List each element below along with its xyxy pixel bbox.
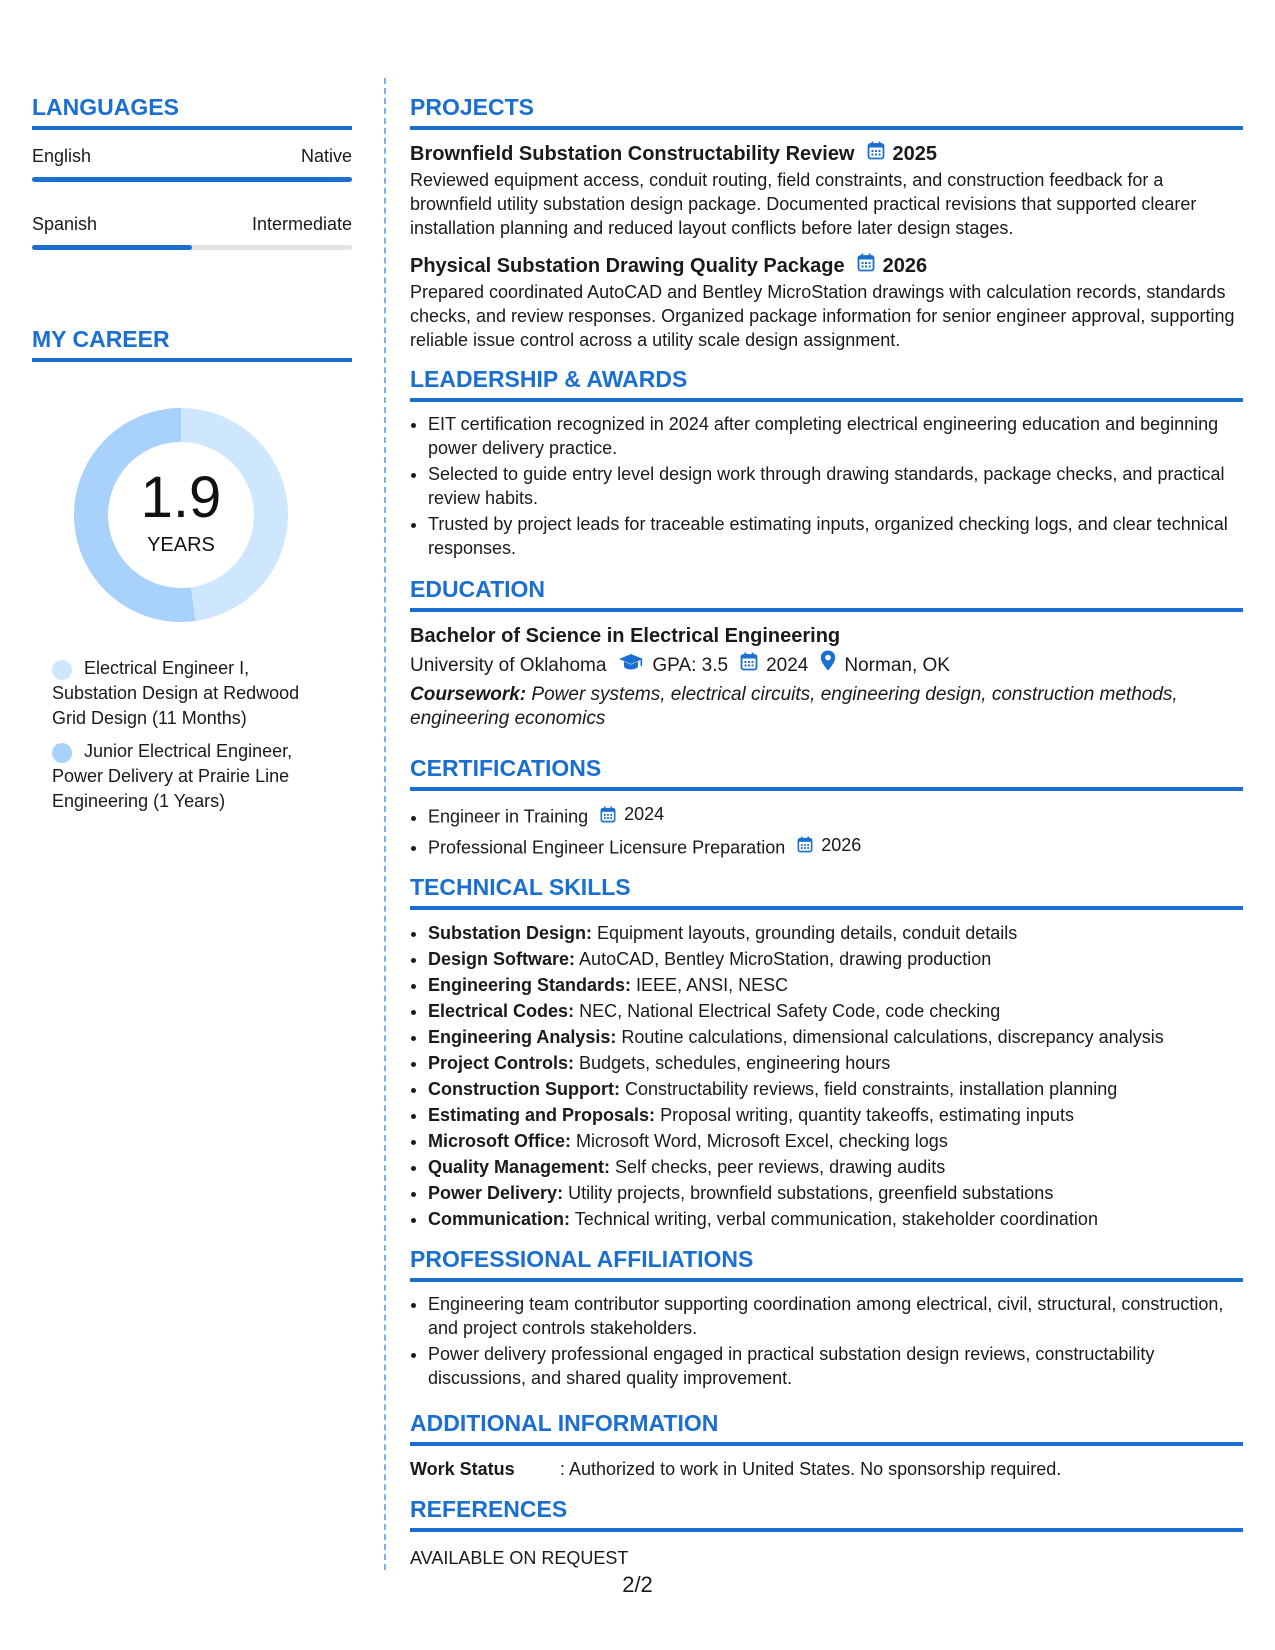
section-title-skills: TECHNICAL SKILLS	[410, 874, 631, 900]
projects-section	[410, 92, 1243, 352]
affiliation-item: • Power delivery professional engaged in practical substation design reviews, constructability discussions, and shared quality improvement.	[428, 1342, 1243, 1390]
skill-item	[428, 998, 1243, 1024]
skill-category: Quality Management:	[428, 1157, 611, 1177]
career-total-unit: YEARS	[147, 534, 215, 556]
skill-item	[428, 1206, 1243, 1232]
skills-section	[410, 872, 1243, 1232]
section-title-additional: ADDITIONAL INFORMATION	[410, 1410, 719, 1436]
skill-item	[428, 946, 1243, 972]
project-list	[410, 140, 1243, 352]
section-rule	[32, 358, 352, 362]
career-total-years: 1.9	[140, 465, 222, 530]
section-rule	[410, 1528, 1243, 1532]
certification-year: 2026	[821, 834, 862, 855]
map-pin-icon	[820, 650, 836, 681]
languages-section	[32, 92, 352, 250]
skill-item	[428, 1076, 1243, 1102]
skill-category: Microsoft Office:	[428, 1131, 572, 1151]
skill-category: Design Software:	[428, 949, 576, 969]
career-item-text: Electrical Engineer I, Substation Design at Redwood Grid Design (11 Months)	[52, 658, 300, 728]
page-number: 2/2	[622, 1572, 653, 1597]
skill-category: Project Controls:	[428, 1053, 575, 1073]
project-item	[410, 252, 1243, 352]
language-level: Intermediate	[251, 214, 352, 234]
skill-item	[428, 1050, 1243, 1076]
skill-item	[428, 920, 1243, 946]
left-column	[32, 92, 352, 814]
calendar-icon	[867, 140, 885, 168]
section-rule	[410, 906, 1243, 910]
section-rule	[410, 398, 1243, 402]
leadership-item: • EIT certification recognized in 2024 after completing electrical engineering education and beginning power delivery practice.	[428, 412, 1243, 460]
skill-values: NEC, National Electrical Safety Code, code checking	[579, 1001, 1001, 1021]
school-name: University of Oklahoma	[410, 654, 607, 676]
gpa: GPA: 3.5	[652, 654, 729, 676]
coursework-text: Power systems, electrical circuits, engineering design, construction methods, engineering economics	[410, 684, 1178, 729]
career-item	[52, 656, 332, 731]
career-list	[32, 656, 352, 814]
project-name: Physical Substation Drawing Quality Package	[410, 255, 845, 277]
skill-category: Communication:	[428, 1209, 570, 1229]
skill-values: Routine calculations, dimensional calculations, discrepancy analysis	[621, 1027, 1164, 1047]
education-section	[410, 574, 1243, 731]
education-details	[410, 650, 1243, 681]
language-level: Native	[300, 146, 352, 166]
leadership-item: • Trusted by project leads for traceable estimating inputs, organized checking logs, and clear technical responses.	[428, 512, 1243, 560]
project-name: Brownfield Substation Constructability Review	[410, 143, 855, 165]
skill-category: Substation Design:	[428, 923, 593, 943]
language-item	[32, 212, 352, 250]
skill-category: Engineering Analysis:	[428, 1027, 617, 1047]
skill-item	[428, 1128, 1243, 1154]
skill-values: Self checks, peer reviews, drawing audits	[615, 1157, 946, 1177]
skill-category: Power Delivery:	[428, 1183, 564, 1203]
right-column	[410, 92, 1243, 1570]
certification-year: 2024	[624, 804, 665, 824]
affiliations-section	[410, 1244, 1243, 1390]
skill-values: Utility projects, brownfield substations, greenfield substations	[568, 1183, 1054, 1203]
project-title-row	[410, 252, 1243, 280]
skill-item	[428, 972, 1243, 998]
affiliation-item: • Engineering team contributor supporting coordination among electrical, civil, structural, construction, and project controls stakeholders.	[428, 1292, 1243, 1340]
skill-values: Budgets, schedules, engineering hours	[579, 1053, 891, 1073]
section-title-affiliations: PROFESSIONAL AFFILIATIONS	[410, 1246, 754, 1272]
graduation-year: 2024	[766, 654, 809, 676]
language-level-fill	[32, 245, 192, 250]
language-level-fill	[32, 177, 352, 182]
skill-category: Engineering Standards:	[428, 975, 632, 995]
column-divider	[384, 78, 386, 1570]
certification-item	[428, 832, 1243, 861]
certification-name: Engineer in Training	[428, 806, 589, 827]
references-section	[410, 1494, 1243, 1570]
leadership-section	[410, 364, 1243, 560]
career-legend-dot	[52, 743, 72, 763]
project-item	[410, 140, 1243, 240]
certifications-section	[410, 753, 1243, 860]
language-name: English	[32, 146, 92, 166]
skill-item	[428, 1102, 1243, 1128]
language-level-bar	[32, 245, 352, 250]
skill-category: Estimating and Proposals:	[428, 1105, 656, 1125]
section-title-references: REFERENCES	[410, 1496, 568, 1522]
section-title-education: EDUCATION	[410, 576, 546, 602]
skill-item	[428, 1024, 1243, 1050]
additional-section	[410, 1408, 1243, 1482]
skill-values: AutoCAD, Bentley MicroStation, drawing production	[579, 949, 992, 969]
work-status-row	[410, 1456, 1243, 1482]
leadership-list	[410, 412, 1243, 560]
section-rule	[32, 126, 352, 130]
section-rule	[410, 1442, 1243, 1446]
skill-item	[428, 1154, 1243, 1180]
language-row	[32, 212, 352, 236]
references-text: AVAILABLE ON REQUEST	[410, 1548, 629, 1568]
skill-item	[428, 1180, 1243, 1206]
language-name: Spanish	[32, 214, 98, 234]
project-description: Prepared coordinated AutoCAD and Bentley MicroStation drawings with calculation records, standards checks, and review responses. Organized package information for senior engineer approval, supporting reliable issue control across a utility scale design assignment.	[410, 282, 1235, 350]
certification-date	[600, 801, 664, 827]
section-rule	[410, 787, 1243, 791]
language-row	[32, 144, 352, 168]
career-legend-dot	[52, 660, 72, 680]
skill-values: IEEE, ANSI, NESC	[636, 975, 789, 995]
certification-item	[428, 801, 1243, 830]
work-status-value: : Authorized to work in United States. No sponsorship required.	[560, 1459, 1062, 1479]
calendar-icon	[600, 806, 620, 823]
career-item	[52, 739, 332, 814]
school-location: Norman, OK	[844, 654, 950, 676]
section-title-projects: PROJECTS	[410, 94, 534, 120]
skill-values: Proposal writing, quantity takeoffs, estimating inputs	[660, 1105, 1074, 1125]
leadership-item: • Selected to guide entry level design work through drawing standards, package checks, and practical review habits.	[428, 462, 1243, 510]
skills-list	[410, 920, 1243, 1232]
skill-values: Microsoft Word, Microsoft Excel, checking logs	[576, 1131, 948, 1151]
career-section	[32, 324, 352, 814]
section-title-certifications: CERTIFICATIONS	[410, 755, 602, 781]
affiliations-list	[410, 1292, 1243, 1390]
career-donut	[66, 400, 296, 630]
skill-values: Technical writing, verbal communication, stakeholder coordination	[574, 1209, 1098, 1229]
project-year: 2025	[892, 143, 937, 165]
graduation-cap-icon	[618, 651, 644, 681]
skill-values: Constructability reviews, field constraints, installation planning	[625, 1079, 1118, 1099]
coursework	[410, 683, 1243, 731]
section-title-career: MY CAREER	[32, 326, 170, 352]
degree-name: Bachelor of Science in Electrical Engineering	[410, 625, 841, 647]
coursework-label: Coursework:	[410, 684, 527, 705]
certification-name: Professional Engineer Licensure Preparation	[428, 837, 786, 857]
language-level-bar	[32, 177, 352, 182]
project-title-row	[410, 140, 1243, 168]
project-description: Reviewed equipment access, conduit routing, field constraints, and construction feedback for a brownfield utility substation design package. Documented practical revisions that supported clearer installation planning and reduced layout conflicts before later design stages.	[410, 170, 1197, 238]
skill-category: Electrical Codes:	[428, 1001, 575, 1021]
certification-list	[410, 801, 1243, 860]
skill-values: Equipment layouts, grounding details, conduit details	[597, 923, 1018, 943]
language-item	[32, 144, 352, 182]
career-item-text: Junior Electrical Engineer, Power Delivery at Prairie Line Engineering (1 Years)	[52, 741, 293, 811]
project-year: 2026	[882, 255, 928, 277]
language-list	[32, 144, 352, 250]
certification-date	[797, 832, 861, 858]
section-title-leadership: LEADERSHIP & AWARDS	[410, 366, 688, 392]
section-rule	[410, 126, 1243, 130]
skill-category: Construction Support:	[428, 1079, 620, 1099]
section-rule	[410, 608, 1243, 612]
section-title-languages: LANGUAGES	[32, 94, 179, 120]
calendar-icon	[857, 252, 875, 280]
work-status-label: Work Status	[410, 1459, 515, 1479]
calendar-icon	[740, 651, 758, 681]
calendar-icon	[797, 836, 817, 853]
section-rule	[410, 1278, 1243, 1282]
